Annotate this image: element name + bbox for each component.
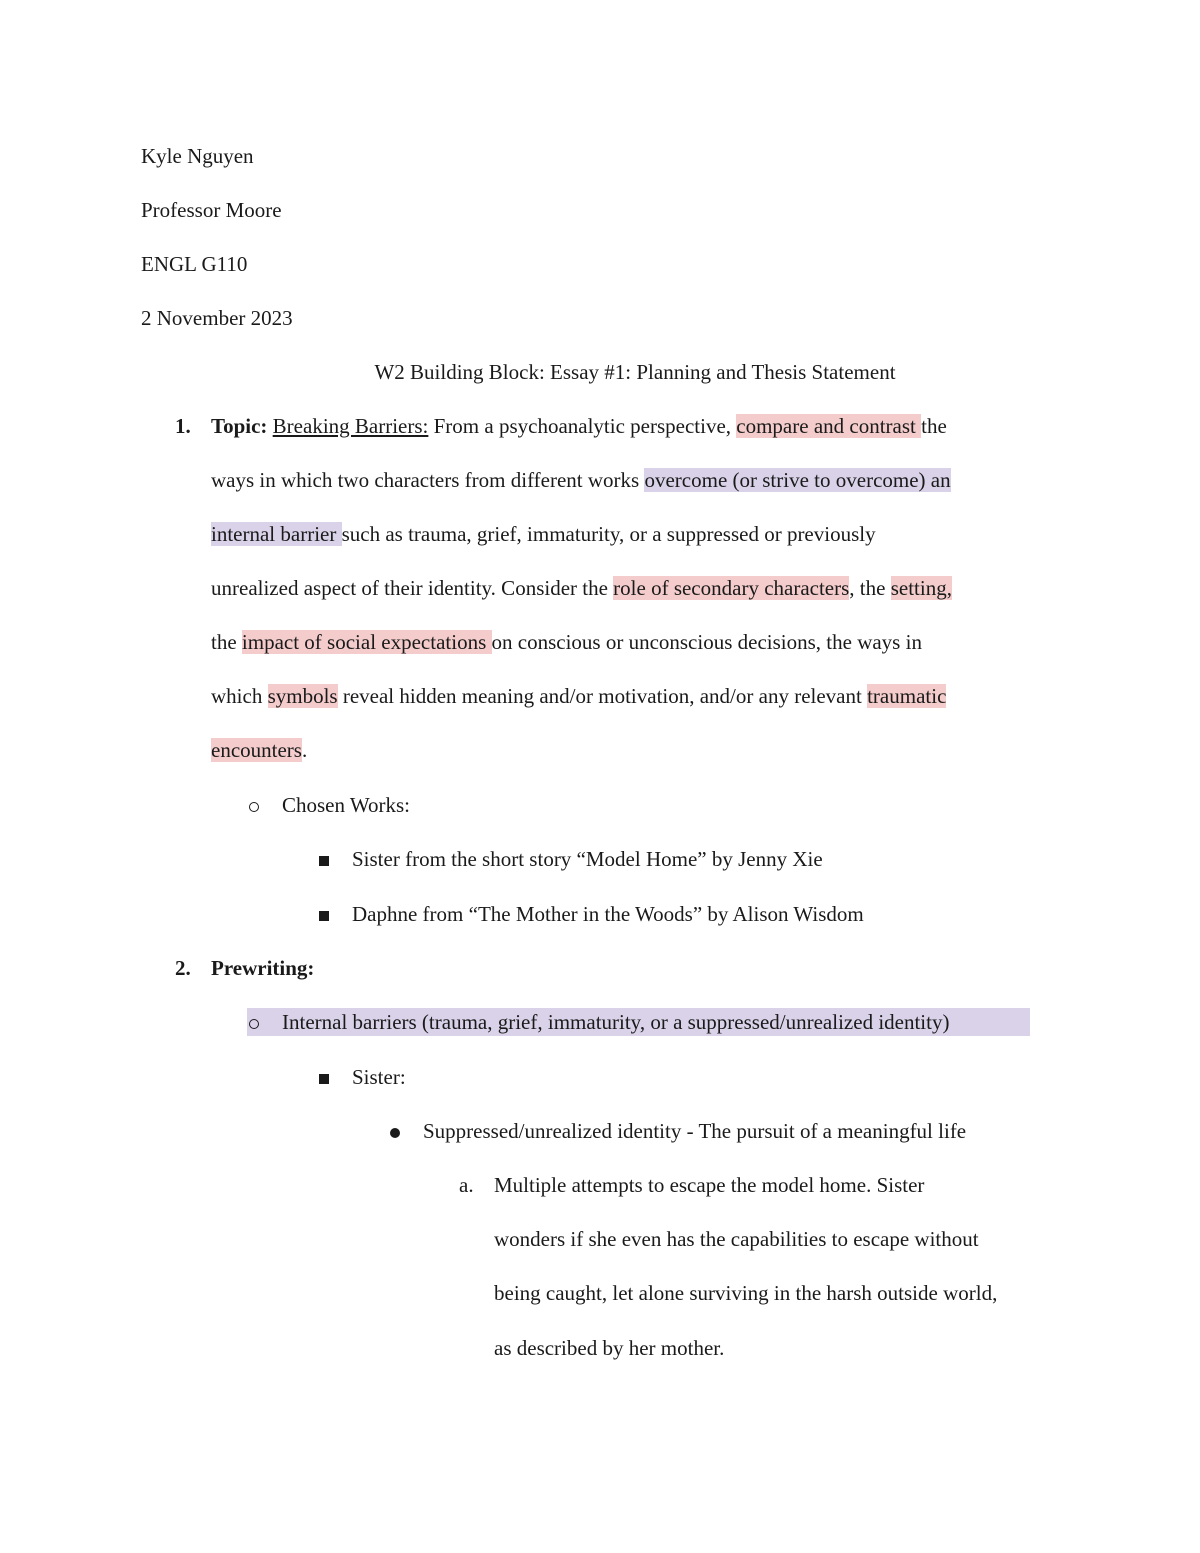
sub-item-line-4: as described by her mother. xyxy=(494,1336,725,1360)
chosen-works-label: Chosen Works: xyxy=(282,793,411,817)
square-bullet-icon xyxy=(319,900,329,928)
author-name: Kyle Nguyen xyxy=(141,144,254,168)
section-1-line-5 xyxy=(211,628,922,656)
highlight-compare-contrast: compare and contrast xyxy=(736,414,922,438)
course-code: ENGL G110 xyxy=(141,252,248,276)
sub-item-marker: a. xyxy=(459,1173,474,1197)
section-1-line-6 xyxy=(211,682,946,710)
highlight-setting: setting, xyxy=(890,576,952,600)
text-run: which xyxy=(211,684,268,708)
highlight-symbols: symbols xyxy=(267,684,338,708)
topic-title: Breaking Barriers: xyxy=(272,414,429,438)
work-item-1: Sister from the short story “Model Home” by Jenny Xie xyxy=(352,847,823,871)
text-run: on conscious or unconscious decisions, the ways in xyxy=(491,630,922,654)
section-1-line-4 xyxy=(211,574,952,602)
text-run: the xyxy=(921,414,947,438)
highlight-overcome: overcome (or strive to overcome) an xyxy=(644,468,951,492)
hollow-circle-bullet-icon xyxy=(249,1008,259,1036)
section-1-label: Topic: xyxy=(211,414,268,438)
sub-item-line-3: being caught, let alone surviving in the harsh outside world, xyxy=(494,1281,998,1305)
highlight-secondary-characters: role of secondary characters xyxy=(613,576,850,600)
highlight-traumatic: traumatic xyxy=(867,684,947,708)
text-run: ways in which two characters from different works xyxy=(211,468,645,492)
section-1-line-3 xyxy=(211,520,876,548)
text-run: such as trauma, grief, immaturity, or a suppressed or previously xyxy=(341,522,876,546)
square-bullet-icon xyxy=(319,845,329,873)
section-1-line-1 xyxy=(211,412,947,440)
section-1-number: 1. xyxy=(175,414,191,438)
identity-point: Suppressed/unrealized identity - The pursuit of a meaningful life xyxy=(423,1119,967,1143)
filled-dot-bullet-icon xyxy=(390,1117,400,1145)
document-title: W2 Building Block: Essay #1: Planning and Thesis Statement xyxy=(374,360,896,384)
character-sister: Sister: xyxy=(352,1065,406,1089)
text-run: From a psychoanalytic perspective, xyxy=(428,414,737,438)
text-run: , the xyxy=(849,576,891,600)
section-1-line-2 xyxy=(211,466,951,494)
work-item-2: Daphne from “The Mother in the Woods” by Alison Wisdom xyxy=(352,902,864,926)
hollow-circle-bullet-icon xyxy=(249,791,259,819)
sub-item-line-1: Multiple attempts to escape the model home. Sister xyxy=(494,1173,925,1197)
document-date: 2 November 2023 xyxy=(141,306,293,330)
section-1-line-7 xyxy=(211,736,307,764)
professor-name: Professor Moore xyxy=(141,198,282,222)
sub-item-line-2: wonders if she even has the capabilities to escape without xyxy=(494,1227,979,1251)
highlight-encounters: encounters xyxy=(211,738,302,762)
internal-barriers-label: Internal barriers (trauma, grief, immaturity, or a suppressed/unrealized identity) xyxy=(282,1010,950,1034)
section-2-number: 2. xyxy=(175,956,191,980)
section-2-label: Prewriting: xyxy=(211,956,315,980)
highlight-internal-barrier: internal barrier xyxy=(211,522,342,546)
highlight-social-expectations: impact of social expectations xyxy=(241,630,492,654)
text-run: the xyxy=(211,630,242,654)
text-run: unrealized aspect of their identity. Consider the xyxy=(211,576,614,600)
text-run: . xyxy=(301,738,308,762)
text-run: reveal hidden meaning and/or motivation, and/or any relevant xyxy=(337,684,868,708)
square-bullet-icon xyxy=(319,1063,329,1091)
